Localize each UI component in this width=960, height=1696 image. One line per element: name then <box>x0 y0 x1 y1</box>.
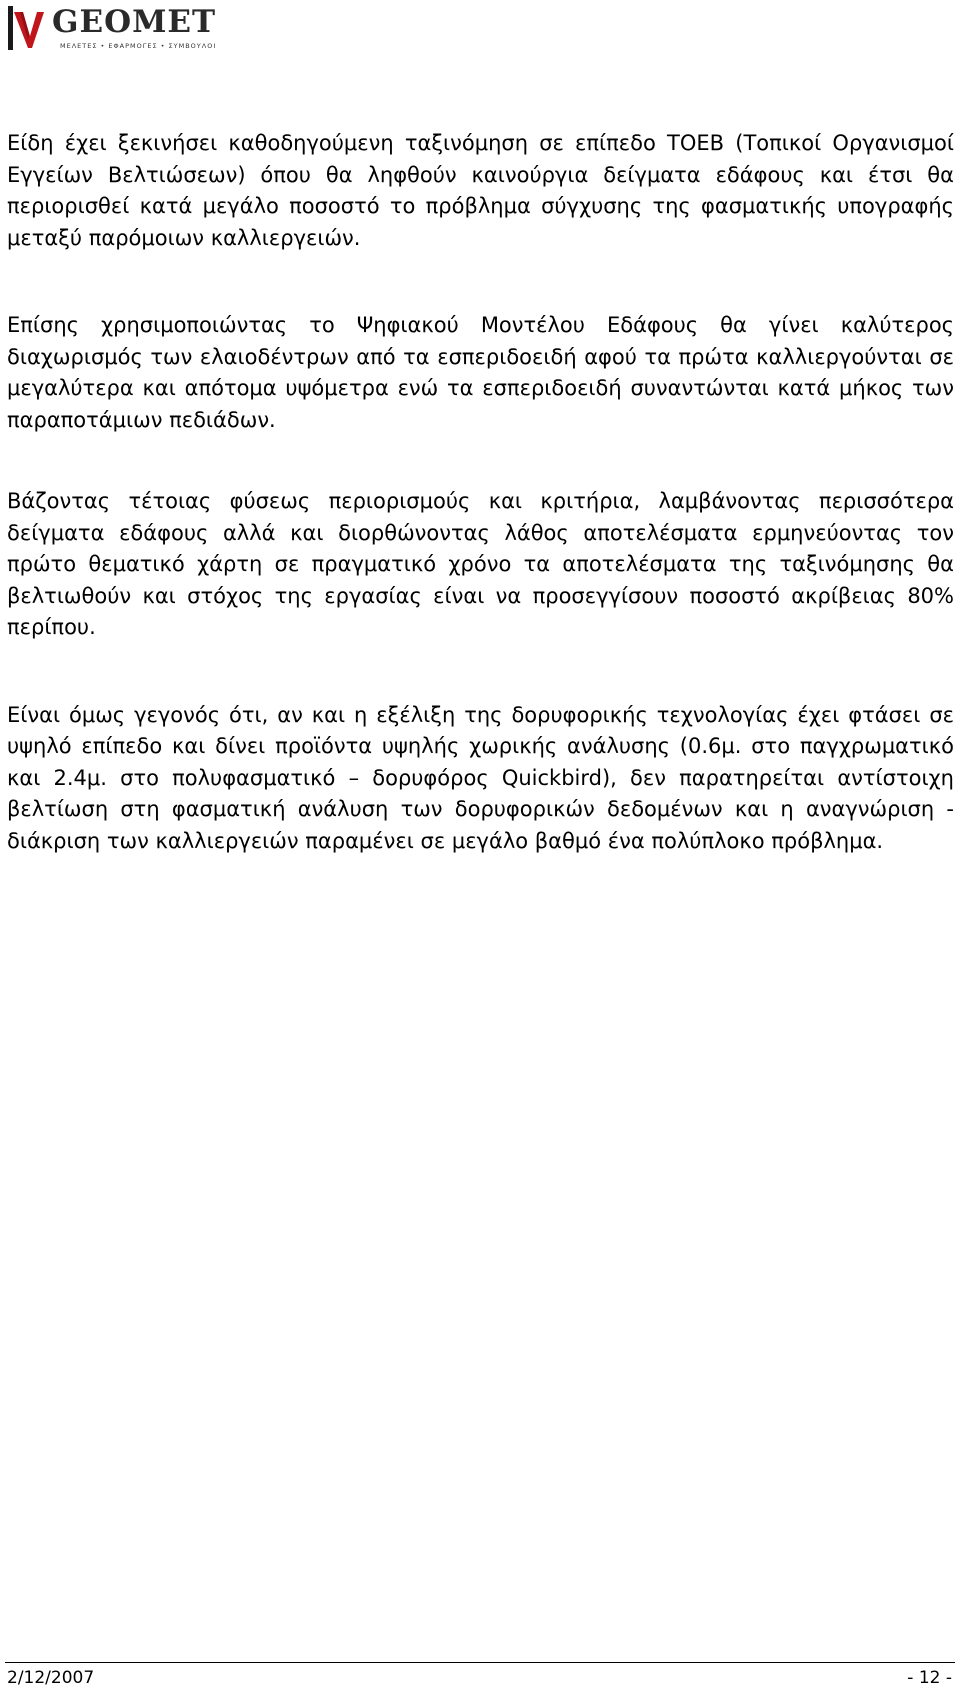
paragraph-satellite-technology: Είναι όμως γεγονός ότι, αν και η εξέλιξη της δορυφορικής τεχνολογίας έχει φτάσει σε υψηλό επίπεδο και δίνει προϊόντα υψηλής χωρικής ανάλυσης (0.6μ. στο παγχρωματικό και 2.4μ. στο πολυφασματικό – δορυφόρος Quickbird), δεν παρατηρείται αντίστοιχη βελτίωση στη φασματική ανάλυση των δορυφορικών δεδομένων και η αναγνώριση - διάκριση των καλλιεργειών παραμένει σε μεγάλο βαθμό ένα πολύπλοκο πρόβλημα. <box>7 702 954 853</box>
paragraph-terrain-model: Επίσης χρησιμοποιώντας το Ψηφιακού Μοντέλου Εδάφους θα γίνει καλύτερος διαχωρισμός των ελαιοδέντρων από τα εσπεριδοειδή αφού τα πρώτα καλλιεργούνται σε μεγαλύτερα και απότομα υψόμετρα ενώ τα εσπεριδοειδή συναντώνται κατά μήκος των παραποτάμιων πεδιάδων. <box>7 313 954 432</box>
footer-page-number: - 12 - <box>907 1668 952 1688</box>
document-header <box>8 4 218 54</box>
document-body <box>7 128 954 913</box>
paragraph-classification: Είδη έχει ξεκινήσει καθοδηγούμενη ταξινόμηση σε επίπεδο ΤΟΕΒ (Τοπικοί Οργανισμοί Εγγείων Βελτιώσεων) όπου θα ληφθούν καινούργια δείγματα εδάφους και έτσι θα περιορισθεί κατά μεγάλο ποσοστό το πρόβλημα σύγχυσης της φασματικής υπογραφής μεταξύ παρόμοιων καλλιεργειών. <box>7 131 954 250</box>
geomet-v-logo-icon <box>8 6 44 50</box>
logo-tagline: ΜΕΛΕΤΕΣ • ΕΦΑΡΜΟΓΕΣ • ΣΥΜΒΟΥΛΟΙ <box>60 42 217 50</box>
footer-divider <box>5 1662 955 1663</box>
paragraph-constraints: Βάζοντας τέτοιας φύσεως περιορισμούς και κριτήρια, λαμβάνοντας περισσότερα δείγματα εδάφους αλλά και διορθώνοντας λάθος αποτελέσματα ερμηνεύοντας τον πρώτο θεματικό χάρτη σε πραγματικό χρόνο τα αποτελέσματα της ταξινόμησης θα βελτιωθούν και στόχος της εργασίας είναι να προσεγγίσουν ποσοστό ακρίβειας 80% περίπου. <box>7 489 954 639</box>
logo-wordmark: GEOMET <box>52 4 217 40</box>
footer-date: 2/12/2007 <box>7 1668 95 1688</box>
